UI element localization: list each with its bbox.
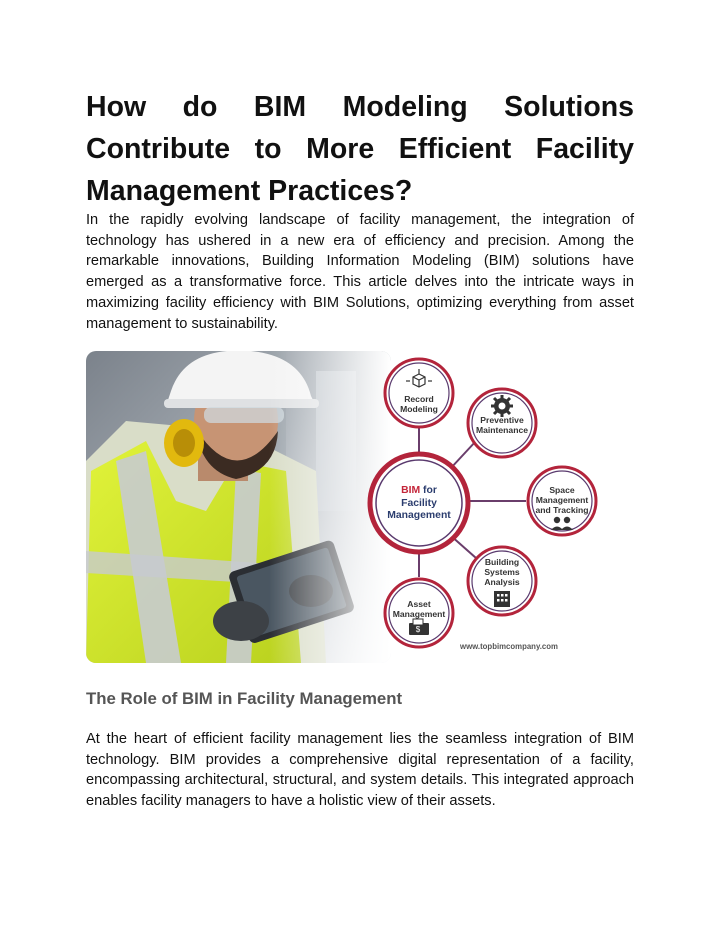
article-title: How do BIM Modeling Solutions Contribute to More Efficient Facility Management Practices? <box>86 91 634 207</box>
center-line-3: Management <box>387 510 451 521</box>
center-label <box>374 485 464 523</box>
label-line: Maintenance <box>475 425 529 435</box>
label-building-systems <box>472 557 532 587</box>
website-url: www.topbimcompany.com <box>460 642 558 651</box>
label-line: Modeling <box>400 404 438 414</box>
center-bim-word: BIM <box>401 485 421 496</box>
label-line: Analysis <box>484 577 520 587</box>
gear-icon <box>491 395 513 417</box>
svg-text:$: $ <box>415 625 421 634</box>
section-heading: The Role of BIM in Facility Management <box>86 689 403 708</box>
label-line: Management <box>392 609 446 619</box>
intro-paragraph: In the rapidly evolving landscape of facility management, the integration of technology has ushered in a new era of efficiency and precision. Among the remarkable innovations, Building Information Modeling (BIM) solutions have emerged as a transformative force. This article delves into the intricate ways in maximizing facility efficiency with BIM Solutions, optimizing everything from asset management to sustainability. <box>86 212 634 332</box>
label-line: Preventive <box>480 415 524 425</box>
label-asset-management <box>384 599 454 619</box>
label-line: Systems <box>484 567 520 577</box>
label-line: Building <box>484 557 520 567</box>
center-line-1 <box>374 485 464 498</box>
label-line: Asset <box>407 599 431 609</box>
section-paragraph: At the heart of efficient facility management lies the seamless integration of BIM technology. BIM provides a comprehensive digital representation of a facility, encompassing architectural, structural, and system details. This integrated approach enables facility managers to have a holistic view of their assets. <box>86 731 634 810</box>
center-for-word: for <box>423 485 437 496</box>
label-line: Record <box>404 394 434 404</box>
node-record-modeling <box>385 359 453 427</box>
label-line: Management <box>535 495 589 505</box>
infographic-figure <box>86 351 634 663</box>
building-icon <box>494 591 510 607</box>
label-line: Space <box>549 485 575 495</box>
center-line-2: Facility <box>401 497 437 509</box>
label-space-management <box>527 485 597 515</box>
label-preventive-maintenance <box>467 415 537 435</box>
label-line: and Tracking <box>535 505 589 515</box>
label-record-modeling <box>389 394 449 414</box>
